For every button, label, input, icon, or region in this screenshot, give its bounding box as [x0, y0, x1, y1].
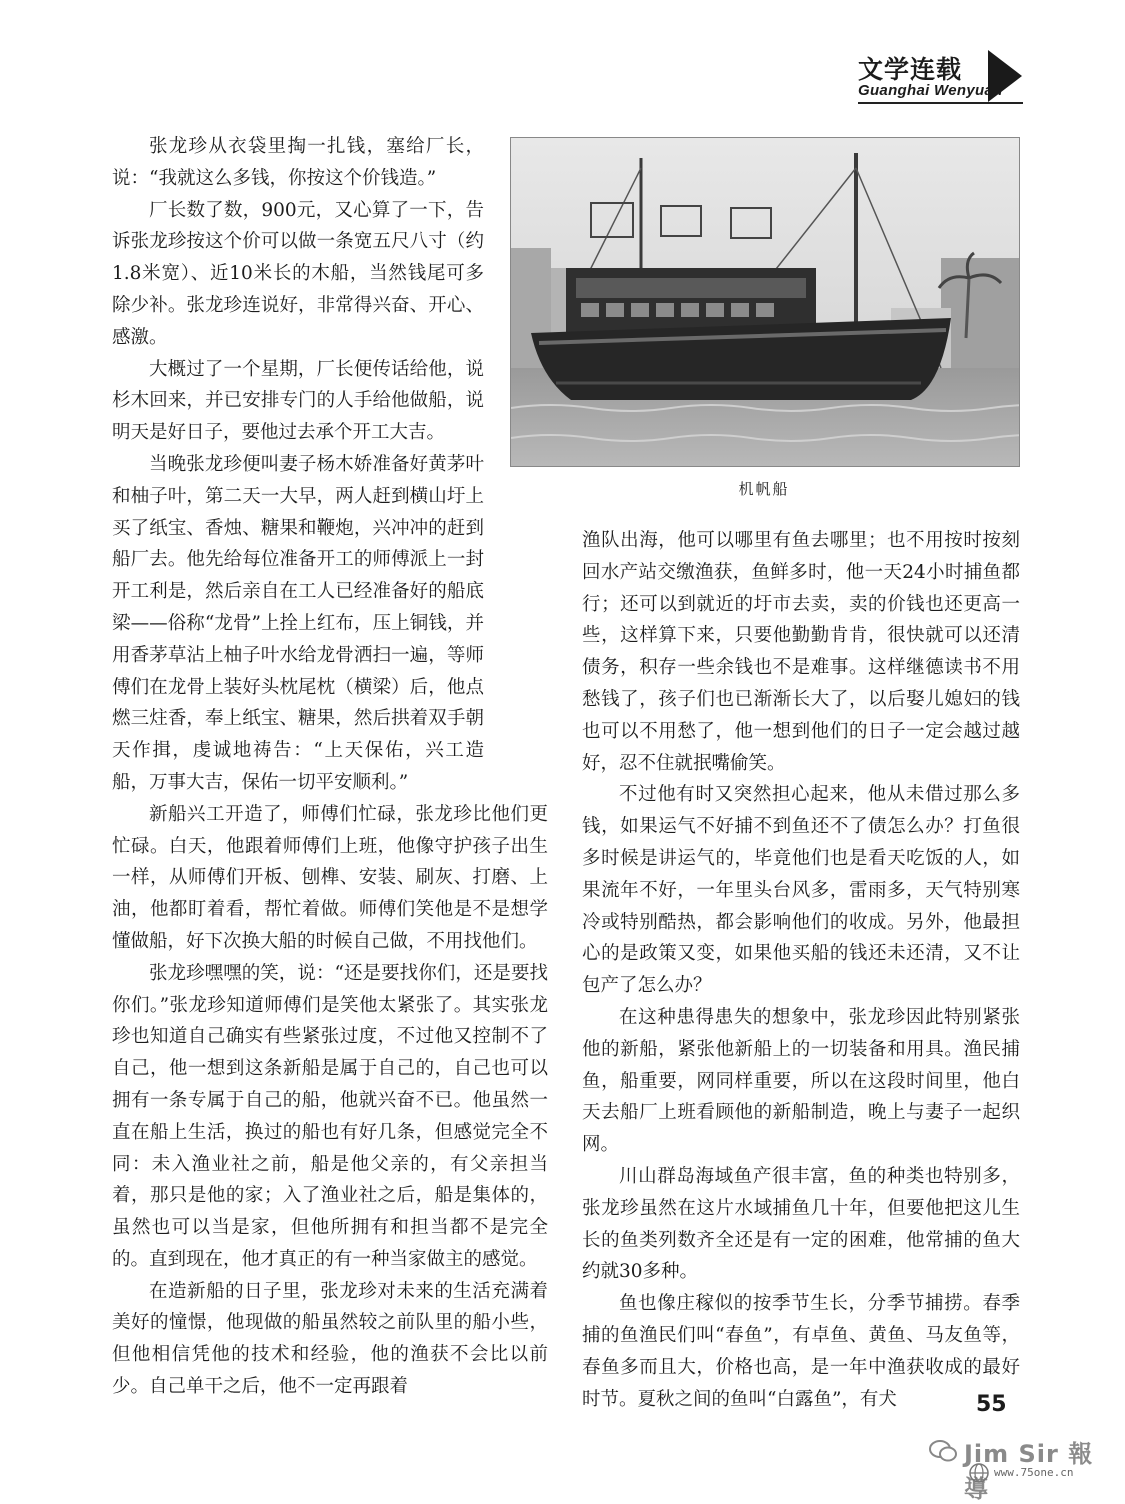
left-column — [112, 131, 548, 1403]
section-subtitle: Guanghai Wenyuan — [858, 82, 1003, 99]
header-rule — [858, 102, 1023, 104]
paragraph: 不过他有时又突然担心起来，他从未借过那么多钱，如果运气不好捕不到鱼还不了债怎么办？打鱼很多时候是讲运气的，毕竟他们也是看天吃饭的人，如果流年不好，一年里头台风多，雷雨多，天气特别寒冷或特别酷热，都会影响他们的收成。另外，他最担心的是政策又变，如果他买船的钱还未还清，又不让包产了怎么办？ — [582, 784, 1020, 997]
right-column — [582, 525, 1020, 1415]
section-header — [858, 50, 1018, 102]
watermark — [928, 1434, 1118, 1503]
watermark-url: www.75one.cn — [994, 1466, 1074, 1479]
paragraph: 张龙珍从衣袋里掏一扎钱，塞给厂长，说：“我就这么多钱，你按这个价钱造。” — [112, 136, 484, 189]
paragraph: 在造新船的日子里，张龙珍对未来的生活充满着美好的憧憬，他现做的船虽然较之前队里的船小些，但他相信凭他的技术和经验，他的渔获不会比以前少。自己单干之后，他不一定再跟着 — [112, 1280, 548, 1398]
header-tab-marker — [988, 50, 1022, 102]
paragraph: 渔队出海，他可以哪里有鱼去哪里；也不用按时按刻回水产站交缴渔获，鱼鲜多时，他一天24小时捕鱼都行；还可以到就近的圩市去卖，卖的价钱也还更高一些，这样算下来，只要他勤勤肯肯，很快就可以还清债务，积存一些余钱也不是难事。这样继德读书不用愁钱了，孩子们也已渐渐长大了，以后娶儿媳妇的钱也可以不用愁了，他一想到他们的日子一定会越过越好，忍不住就抿嘴偷笑。 — [582, 530, 1020, 774]
boat-photo-illustration — [511, 138, 1019, 466]
globe-icon — [968, 1462, 990, 1484]
section-title: 文学连载 — [858, 55, 963, 84]
paragraph: 鱼也像庄稼似的按季节生长，分季节捕捞。春季捕的鱼渔民们叫“春鱼”，有卓鱼、黄鱼、马友鱼等，春鱼多而且大，价格也高，是一年中渔获收成的最好时节。夏秋之间的鱼叫“白露鱼”，有犬 — [582, 1293, 1020, 1410]
page-number: 55 — [976, 1392, 1007, 1417]
paragraph: 在这种患得患失的想象中，张龙珍因此特别紧张他的新船，紧张他新船上的一切装备和用具。渔民捕鱼，船重要，网同样重要，所以在这段时间里，他白天去船厂上班看顾他的新船制造，晚上与妻子一起织网。 — [582, 1006, 1020, 1156]
boat-photo — [510, 137, 1020, 467]
chat-bubble-icon — [928, 1438, 958, 1464]
paragraph: 新船兴工开造了，师傅们忙碌，张龙珍比他们更忙碌。白天，他跟着师傅们上班，他像守护孩子出生一样，从师傅们开板、刨榫、安装、刷灰、打磨、上油，他都盯着看，帮忙着做。师傅们笑他是不是想学懂做船，好下次换大船的时候自己做，不用找他们。 — [112, 803, 548, 952]
photo-caption: 机帆船 — [738, 480, 790, 498]
paragraph: 川山群岛海域鱼产很丰富，鱼的种类也特别多，张龙珍虽然在这片水域捕鱼几十年，但要他把这儿生长的鱼类列数齐全还是有一定的困难，他常捕的鱼大约就30多种。 — [582, 1165, 1020, 1283]
paragraph: 厂长数了数，900元，又心算了一下，告诉张龙珍按这个价可以做一条宽五尺八寸（约1.8米宽）、近10米长的木船，当然钱尾可多除少补。张龙珍连说好，非常得兴奋、开心、感激。 — [112, 199, 484, 348]
watermark-text: Jim Sir 報導 — [964, 1440, 1094, 1503]
paragraph: 大概过了一个星期，厂长便传话给他，说杉木回来，并已安排专门的人手给他做船，说明天是好日子，要他过去承个开工大吉。 — [112, 358, 484, 444]
paragraph: 张龙珍嘿嘿的笑，说：“还是要找你们，还是要找你们。”张龙珍知道师傅们是笑他太紧张了。其实张龙珍也知道自己确实有些紧张过度，不过他又控制不了自己，他一想到这条新船是属于自己的，自己也可以拥有一条专属于自己的船，他就兴奋不已。他虽然一直在船上生活，换过的船也有好几条，但感觉完全不同：未入渔业社之前，船是他父亲的，有父亲担当着，那只是他的家；入了渔业社之后，船是集体的，虽然也可以当是家，但他所拥有和担当都不是完全的。直到现在，他才真正的有一种当家做主的感觉。 — [112, 962, 548, 1270]
paragraph: 当晚张龙珍便叫妻子杨木娇准备好黄茅叶和柚子叶，第二天一大早，两人赶到横山圩上买了纸宝、香烛、糖果和鞭炮，兴冲冲的赶到船厂去。他先给每位准备开工的师傅派上一封开工利是，然后亲自在工人已经准备好的船底梁——俗称“龙骨”上拴上红布，压上铜钱，并用香茅草沾上柚子叶水给龙骨洒扫一遍，等师傅们在龙骨上装好头枕尾枕（横梁）后，他点燃三炷香，奉上纸宝、糖果，然后拱着双手朝天作揖，虔诚地祷告：“上天保佑，兴工造船，万事大吉，保佑一切平安顺利。” — [112, 453, 484, 793]
